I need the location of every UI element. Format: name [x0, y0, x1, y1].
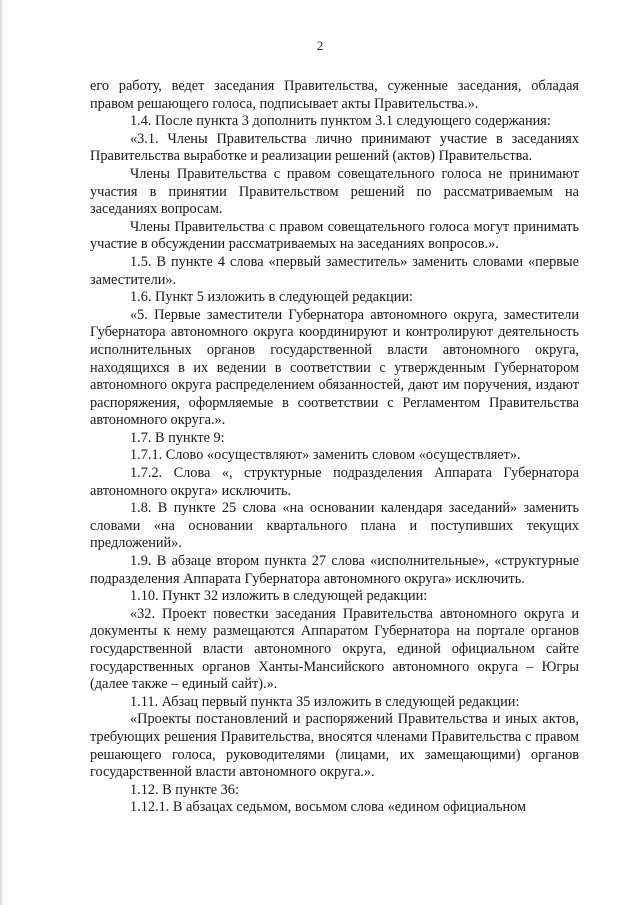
paragraph: 1.9. В абзаце втором пункта 27 слова «исполнительные», «структурные подразделения Аппарата Губернатора автономного округа» исключить.	[90, 553, 579, 587]
paragraph: «32. Проект повестки заседания Правительства автономного округа и документы к нему размещаются Аппаратом Губернатора на портале органов государственной власти автономного округа, единой официальном сайте государственных органов Ханты-Мансийского автономного округа – Югры (далее также – единый сайт).».	[90, 605, 579, 693]
paragraph: 1.6. Пункт 5 изложить в следующей редакции:	[130, 289, 413, 306]
paragraph: 1.10. Пункт 32 изложить в следующей редакции:	[130, 588, 428, 605]
paragraph: 1.12.1. В абзацах седьмом, восьмом слова «едином официальном	[130, 799, 527, 816]
paragraph: 1.11. Абзац первый пункта 35 изложить в следующей редакции:	[130, 693, 520, 710]
paragraph: 1.8. В пункте 25 слова «на основании календаря заседаний» заменить словами «на основании квартального плана и поступивших текущих предложений».	[90, 500, 579, 552]
paragraph: 1.5. В пункте 4 слова «первый заместитель» заменить словами «первые заместители».	[90, 253, 579, 288]
scan-edge-shadow	[0, 0, 3, 905]
document-body	[90, 78, 579, 817]
paragraph: 1.12. В пункте 36:	[130, 781, 239, 798]
paragraph: «5. Первые заместители Губернатора автономного округа, заместители Губернатора автономного округа координируют и контролируют деятельность исполнительных органов государственной власти автономного округа, находящихся в их ведении в соответствии с утвержденным Губернатором автономного округа распределением обязанностей, дают им поручения, издают распоряжения, оформляемые в соответствии с Регламентом Правительства автономного округа.».	[90, 306, 579, 429]
paragraph: 1.4. После пункта 3 дополнить пунктом 3.1 следующего содержания:	[130, 113, 551, 130]
paragraph: «Проекты постановлений и распоряжений Правительства и иных актов, требующих решения Правительства, вносятся членами Правительства с правом решающего голоса, руководителями (лицами, их замещающими) органов государственной власти автономного округа.».	[90, 711, 579, 781]
page-number: 2	[316, 38, 324, 53]
paragraph: 1.7. В пункте 9:	[130, 429, 225, 446]
paragraph: 1.7.1. Слово «осуществляют» заменить словом «осуществляет».	[130, 447, 521, 464]
paragraph: его работу, ведет заседания Правительства, суженные заседания, обладая правом решающего голоса, подписывает акты Правительства.».	[90, 78, 579, 112]
paragraph: Члены Правительства с правом совещательного голоса могут принимать участие в обсуждении рассматриваемых на заседаниях вопросов.».	[90, 218, 579, 253]
paragraph: 1.7.2. Слова «, структурные подразделения Аппарата Губернатора автономного округа» исключить.	[90, 465, 579, 499]
paragraph: Члены Правительства с правом совещательного голоса не принимают участия в принятии Правительством решений по рассматриваемым на заседаниях вопросам.	[90, 165, 579, 218]
paragraph: «3.1. Члены Правительства лично принимают участие в заседаниях Правительства выработке и реализации решений (актов) Правительства.	[90, 130, 579, 165]
